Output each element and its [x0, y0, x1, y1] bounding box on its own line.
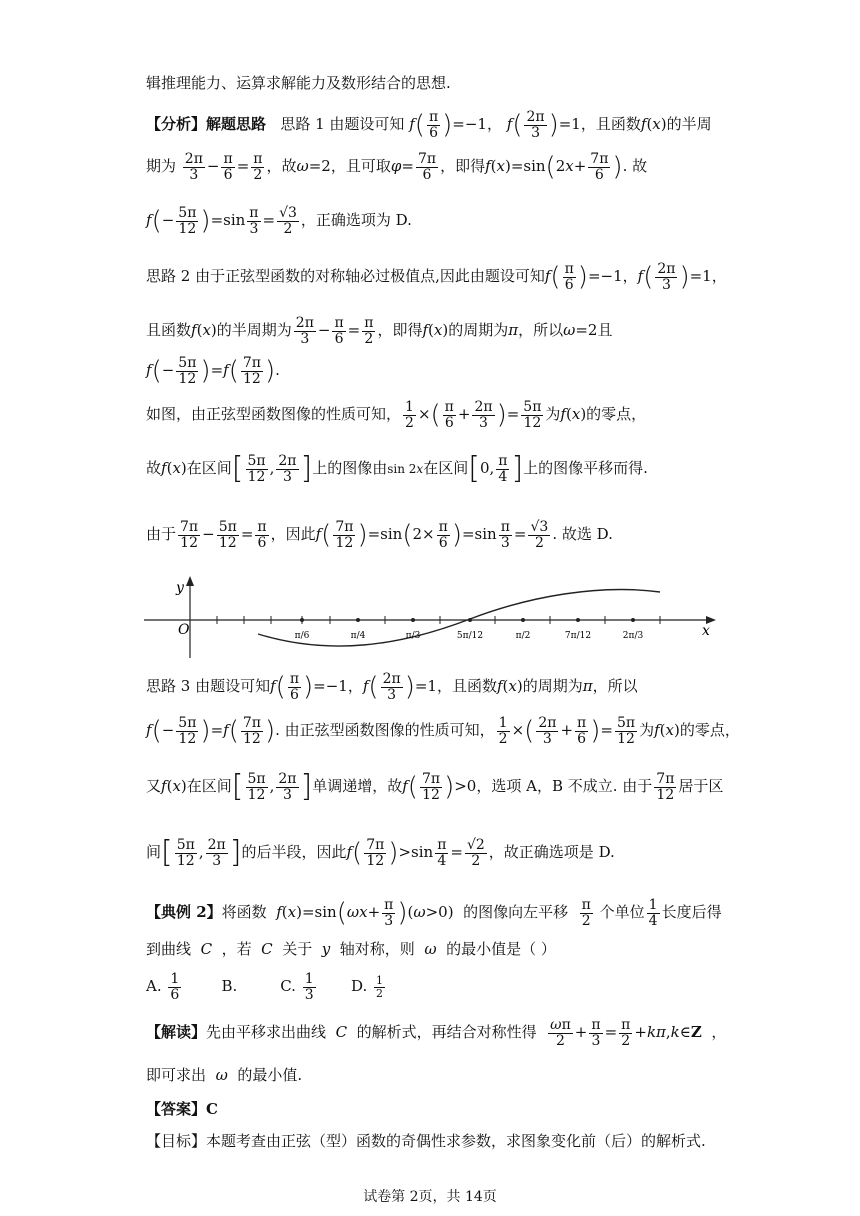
tick-label: π/4: [350, 631, 366, 641]
answer-line: 【答案】C: [146, 1100, 218, 1118]
idea2-line-3: f(− $\frac{5\pi}{12}$ )=f( $\frac{7\pi}{12}$ ).: [146, 355, 280, 387]
idea3-line-3: 又f(x)在区间[ $\frac{5\pi}{12}$ , $\frac{2\pi}{3}$ ]单调递增，故f( $\frac{7\pi}{12}$ )>0，选项 A，B 不成立. 由于 $\frac{7\pi}{12}$ 居于区: [146, 769, 724, 805]
idea3-line-2: f(− $\frac{5\pi}{12}$ )=f( $\frac{7\pi}{12}$ ). 由正弦型函数图像的性质可知， $\frac{1}{2}$ ×( $\frac{2\pi}{3}$ + $\frac{\pi}{6}$ )= $\frac{5\pi}{12}$ 为f(x)的零点，: [146, 715, 740, 747]
idea2-line-5: 故f(x)在区间[ $\frac{5\pi}{12}$ , $\frac{2\pi}{3}$ ]上的图像由sin 2x在区间[0, $\frac{\pi}{4}$ ]上的图像平移而得.: [146, 451, 648, 487]
example2-line-2: 到曲线 C ，若 C 关于 y 轴对称，则 ω 的最小值是（ ）: [146, 940, 556, 958]
idea3-line-1: 思路 3 由题设可知f( $\frac{\pi}{6}$ )=−1，f( $\frac{2\pi}{3}$ )=1，且函数f(x)的周期为π，所以: [146, 671, 638, 703]
x-axis-label: x: [702, 623, 710, 639]
idea2-line-4: 如图，由正弦型函数图像的性质可知， $\frac{1}{2}$ ×( $\frac{\pi}{6}$ + $\frac{2\pi}{3}$ )= $\frac{5\pi}{12}$ 为f(x)的零点，: [146, 399, 647, 431]
analysis-line: 【分析】解题思路 思路 1 由题设可知 f( $\frac{\pi}{6}$ )=−1， f( $\frac{2\pi}{3}$ )=1，且函数f(x)的半周: [146, 109, 712, 141]
period-line: 期为 $\frac{2\pi}{3}$ − $\frac{\pi}{6}$ = $\frac{\pi}{2}$ ，故ω=2，且可取φ= $\frac{7\pi}{6}$ ，即得f(x)=sin(2x+ $\frac{7\pi}{6}$ ). 故: [146, 151, 648, 183]
goal-line: 【目标】本题考查由正弦（型）函数的奇偶性求参数，求图象变化前（后）的解析式.: [146, 1132, 706, 1150]
idea2-line-1: 思路 2 由于正弦型函数的对称轴必过极值点,因此由题设可知f( $\frac{\pi}{6}$ )=−1，f( $\frac{2\pi}{3}$ )=1，: [146, 261, 727, 293]
idea3-line-4: 间[ $\frac{5\pi}{12}$ , $\frac{2\pi}{3}$ ]的后半段，因此f( $\frac{7\pi}{12}$ )>sin $\frac{\pi}{4}$ = $\frac{√2}{2}$ ，故正确选项是 D.: [146, 835, 615, 871]
y-axis-arrow: [186, 576, 194, 586]
example2-line-1: 【典例 2】将函数 f(x)=sin(ωx+ $\frac{\pi}{3}$ )(ω>0) 的图像向左平移 $\frac{\pi}{2}$ 个单位 $\frac{1}{4}$ 长度后得: [146, 897, 722, 929]
idea2-line-2: 且函数f(x)的半周期为 $\frac{2\pi}{3}$ − $\frac{\pi}{6}$ = $\frac{\pi}{2}$ ，即得f(x)的周期为π，所以ω=2且: [146, 315, 613, 347]
tick-label: π/2: [515, 631, 531, 641]
tick-label: π/3: [405, 631, 421, 641]
tick-label: 5π/12: [456, 631, 484, 641]
tick-label: 7π/12: [564, 631, 592, 641]
y-axis-label: y: [176, 580, 184, 596]
jiedu-line-1: 【解读】先由平移求出曲线 C 的解析式，再结合对称性得 $\frac{\omega\pi}{2}$ + $\frac{\pi}{3}$ = $\frac{\pi}{2}$ +kπ,k∈Z ，: [146, 1017, 727, 1049]
tick-label: π/6: [294, 631, 310, 641]
sine-graph: [140, 572, 720, 660]
jiedu-line-2: 即可求出 ω 的最小值.: [146, 1066, 303, 1084]
page-footer: 试卷第 2页，共 14页: [363, 1189, 497, 1205]
tick-label: 2π/3: [622, 631, 644, 641]
idea2-line-6: 由于 $\frac{7\pi}{12}$ − $\frac{5\pi}{12}$ = $\frac{\pi}{6}$ ，因此f( $\frac{7\pi}{12}$ )=sin(2× $\frac{\pi}{6}$ )=sin $\frac{\pi}{3}$ = $\frac{√3}{2}$ . 故选 D.: [146, 519, 613, 551]
intro-line: 辑推理能力、运算求解能力及数形结合的思想.: [146, 74, 451, 92]
origin-label: O: [178, 622, 190, 638]
result-line-1: f(− $\frac{5\pi}{12}$ )=sin $\frac{\pi}{3}$ = $\frac{√3}{2}$ ，正确选项为 D.: [146, 205, 412, 237]
options-line: A. $\frac{1}{6}$ B. C. $\frac{1}{3}$ D. $\frac{1}{2}$: [146, 971, 384, 1003]
